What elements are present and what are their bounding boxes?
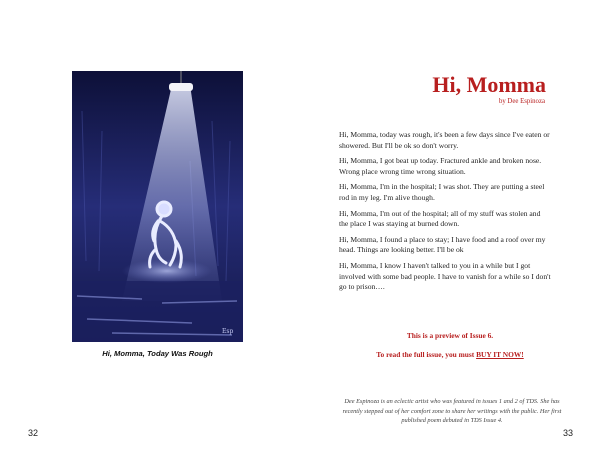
svg-text:Esp: Esp [222,328,234,335]
poem-body [339,130,551,298]
poem-byline: by Dee Espinoza [498,98,545,105]
artwork-caption: Hi, Momma, Today Was Rough [102,349,213,358]
poem-stanza: Hi, Momma, I found a place to stay; I have food and a roof over my head. Things are looking better. I'll be ok [339,234,546,255]
page-number-right: 33 [563,428,574,438]
buy-prompt [330,350,570,360]
poem-stanza: Hi, Momma, I'm out of the hospital; all of my stuff was stolen and the place I was staying at burned down. [339,208,541,229]
preview-notice-block [330,331,570,369]
poem-stanza: Hi, Momma, I know I haven't talked to you in a while but I got involved with some bad people. I have to vanish for a while so I don't go to prison…. [339,260,551,292]
author-bio: Dee Espinoza is an eclectic artist who was featured in issues 1 and 2 of TDS. She has recently stepped out of her comfort zone to share her writings with the public. Her first published poem debuted in TDS Issue 4. [342,398,562,425]
poem-stanza: Hi, Momma, today was rough, it's been a few days since I've eaten or showered. But I'll be ok so don't worry. [339,130,550,150]
poem-stanza: Hi, Momma, I'm in the hospital; I was shot. They are putting a steel rod in my leg. I'm alive though. [339,182,545,202]
poem-title: Hi, Momma [432,72,546,97]
artwork-illustration [72,71,243,342]
buy-prompt-text: To read the full issue, you must [376,350,477,359]
preview-notice: This is a preview of Issue 6. [406,331,494,340]
buy-it-now-link[interactable]: BUY IT NOW! [476,350,524,359]
poem-stanza: Hi, Momma, I got beat up today. Fractured ankle and broken nose. Wrong place wrong time wrong situation. [339,156,542,176]
page-number-left: 32 [28,428,39,438]
